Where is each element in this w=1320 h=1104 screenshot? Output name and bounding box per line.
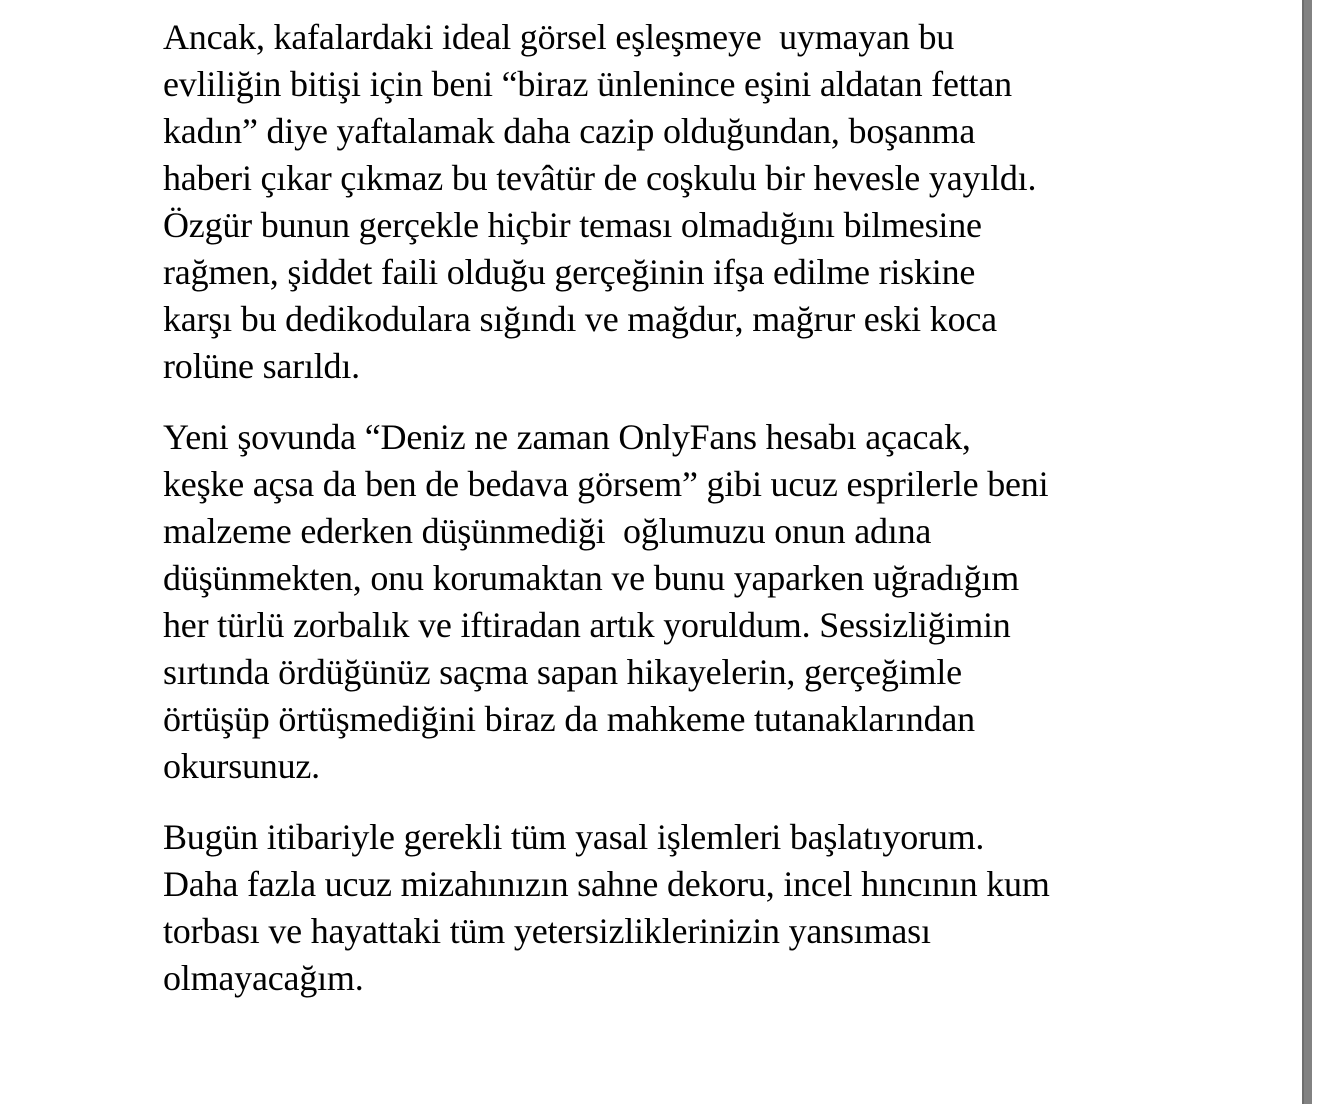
text-line: Bugün itibariyle gerekli tüm yasal işlemleri başlatıyorum. <box>163 817 985 857</box>
text-line: malzeme ederken düşünmediği oğlumuzu onun adına <box>163 511 932 551</box>
text-line: keşke açsa da ben de bedava görsem” gibi ucuz esprilerle beni <box>163 464 1049 504</box>
text-line: Ancak, kafalardaki ideal görsel eşleşmeye uymayan bu <box>163 17 955 57</box>
text-line: sırtında ördüğünüz saçma sapan hikayelerin, gerçeğimle <box>163 652 962 692</box>
text-line: okursunuz. <box>163 746 320 786</box>
document-text <box>163 14 1243 1026</box>
text-line: rolüne sarıldı. <box>163 346 360 386</box>
text-line: karşı bu dedikodulara sığındı ve mağdur, mağrur eski koca <box>163 299 997 339</box>
text-line: evliliğin bitişi için beni “biraz ünlenince eşini aldatan fettan <box>163 64 1012 104</box>
paragraph <box>163 414 1243 790</box>
text-line: her türlü zorbalık ve iftiradan artık yoruldum. Sessizliğimin <box>163 605 1011 645</box>
paragraph <box>163 814 1243 1002</box>
text-line: örtüşüp örtüşmediğini biraz da mahkeme tutanaklarından <box>163 699 975 739</box>
text-line: rağmen, şiddet faili olduğu gerçeğinin ifşa edilme riskine <box>163 252 976 292</box>
scrollbar[interactable] <box>1302 0 1312 1104</box>
text-line: torbası ve hayattaki tüm yetersizliklerinizin yansıması <box>163 911 931 951</box>
paragraph <box>163 14 1243 390</box>
text-line: düşünmekten, onu korumaktan ve bunu yaparken uğradığım <box>163 558 1019 598</box>
text-line: olmayacağım. <box>163 958 364 998</box>
text-line: Özgür bunun gerçekle hiçbir teması olmadığını bilmesine <box>163 205 982 245</box>
text-line: haberi çıkar çıkmaz bu tevâtür de coşkulu bir hevesle yayıldı. <box>163 158 1037 198</box>
text-line: Yeni şovunda “Deniz ne zaman OnlyFans hesabı açacak, <box>163 417 971 457</box>
text-line: Daha fazla ucuz mizahınızın sahne dekoru, incel hıncının kum <box>163 864 1050 904</box>
text-line: kadın” diye yaftalamak daha cazip olduğundan, boşanma <box>163 111 976 151</box>
